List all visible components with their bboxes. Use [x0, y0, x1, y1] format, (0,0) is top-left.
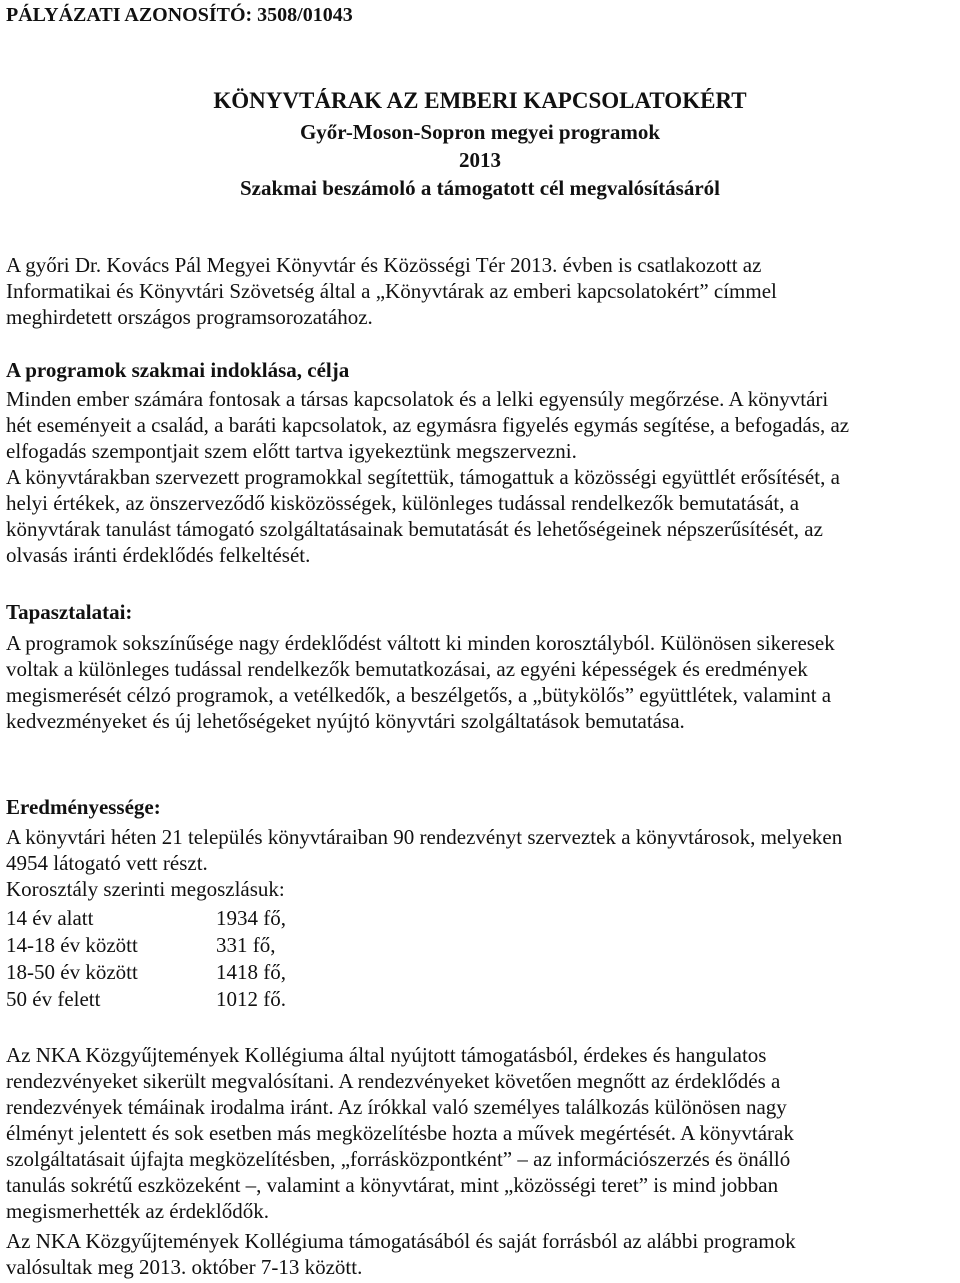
- age-value: 331 fő,: [216, 933, 276, 957]
- text-line: A könyvtári héten 21 település könyvtáraiban 90 rendezvényt szerveztek a könyvtárosok, melyeken: [6, 825, 843, 849]
- text-line: élményt jelentett és sok esetben más megközelítésbe hozta a művek megértését. A könyvtárak: [6, 1121, 794, 1145]
- age-value: 1012 fő.: [216, 987, 286, 1011]
- age-row: [6, 906, 286, 931]
- text-line: könyvtárak tanulást támogató szolgáltatásainak bemutatását és lehetőségeinek népszerűsítését, az: [6, 517, 823, 541]
- age-value: 1934 fő,: [216, 906, 286, 930]
- text-line: 4954 látogató vett részt.: [6, 851, 208, 875]
- age-value: 1418 fő,: [216, 960, 286, 984]
- section-heading-purpose: A programok szakmai indoklása, célja: [6, 358, 350, 382]
- text-line: hét eseményeit a család, a baráti kapcsolatok, az egymásra figyelés egymás segítése, a befogadás, az: [6, 413, 850, 437]
- section-heading-experiences: Tapasztalatai:: [6, 600, 133, 624]
- document-report-title: Szakmai beszámoló a támogatott cél megvalósításáról: [240, 176, 720, 200]
- text-line: elfogadás szempontjait szem előtt tartva igyekeztünk megszervezni.: [6, 439, 577, 463]
- document-title: KÖNYVTÁRAK AZ EMBERI KAPCSOLATOKÉRT: [213, 88, 747, 113]
- text-line: kedvezményeket és új lehetőségeket nyújtó könyvtári szolgáltatások bemutatása.: [6, 709, 685, 733]
- text-line: tanulás sokrétű eszközeként –, valamint a könyvtárat, mint „közösségi teret” is mind jobban: [6, 1173, 779, 1197]
- application-id: PÁLYÁZATI AZONOSÍTÓ: 3508/01043: [6, 4, 353, 26]
- text-line: megismerhették az érdeklődők.: [6, 1199, 269, 1223]
- text-line: Az NKA Közgyűjtemények Kollégiuma által nyújtott támogatásból, érdekes és hangulatos: [6, 1043, 767, 1067]
- age-label: 14 év alatt: [6, 906, 94, 930]
- text-line: meghirdetett országos programsorozatához.: [6, 305, 373, 329]
- text-line: szolgáltatásait újfajta megközelítésben, „forrásközpontként” – az információszerzés és önálló: [6, 1147, 791, 1171]
- text-line: valósultak meg 2013. október 7-13 között.: [6, 1255, 363, 1279]
- text-line: rendezvények témáinak irodalma iránt. Az írókkal való személyes találkozás különösen nagy: [6, 1095, 787, 1119]
- text-line: rendezvényeket sikerült megvalósítani. A rendezvényeket követően megnőtt az érdeklődés a: [6, 1069, 781, 1093]
- age-row: [6, 960, 286, 985]
- results-paragraph: [6, 824, 954, 902]
- age-label: 50 év felett: [6, 987, 101, 1011]
- intro-paragraph: [6, 252, 954, 330]
- nka-programs-paragraph: [6, 1228, 954, 1280]
- text-line: Informatikai és Könyvtári Szövetség által a „Könyvtárak az emberi kapcsolatokért” címmel: [6, 279, 777, 303]
- text-line: megismerését célzó programok, a vetélkedők, a beszélgetős, a „bütykölős” együttlétek, valamint a: [6, 683, 832, 707]
- age-label: 18-50 év között: [6, 960, 138, 984]
- document-year: 2013: [459, 148, 501, 172]
- text-line: Korosztály szerinti megoszlásuk:: [6, 877, 285, 901]
- text-line: Minden ember számára fontosak a társas kapcsolatok és a lelki egyensúly megőrzése. A könyvtári: [6, 387, 829, 411]
- text-line: A győri Dr. Kovács Pál Megyei Könyvtár és Közösségi Tér 2013. évben is csatlakozott az: [6, 253, 762, 277]
- purpose-paragraph: [6, 386, 954, 568]
- text-line: olvasás iránti érdeklődés felkeltését.: [6, 543, 311, 567]
- text-line: helyi értékek, az önszerveződő kisközösségek, különleges tudással rendelkezők bemutatását, a: [6, 491, 800, 515]
- age-row: [6, 933, 276, 958]
- age-row: [6, 987, 286, 1012]
- text-line: A programok sokszínűsége nagy érdeklődést váltott ki minden korosztályból. Különösen sikeresek: [6, 631, 835, 655]
- text-line: A könyvtárakban szervezett programokkal segítettük, támogattuk a közösségi együttlét erősítését, a: [6, 465, 840, 489]
- experiences-paragraph: [6, 630, 954, 734]
- section-heading-results: Eredményessége:: [6, 795, 161, 819]
- text-line: Az NKA Közgyűjtemények Kollégiuma támogatásából és saját forrásból az alábbi programok: [6, 1229, 796, 1253]
- age-label: 14-18 év között: [6, 933, 138, 957]
- document-subtitle: Győr-Moson-Sopron megyei programok: [299, 120, 661, 144]
- nka-support-paragraph: [6, 1042, 954, 1224]
- text-line: voltak a különleges tudással rendelkezők bemutatkozásai, az egyéni képességek és eredmények: [6, 657, 808, 681]
